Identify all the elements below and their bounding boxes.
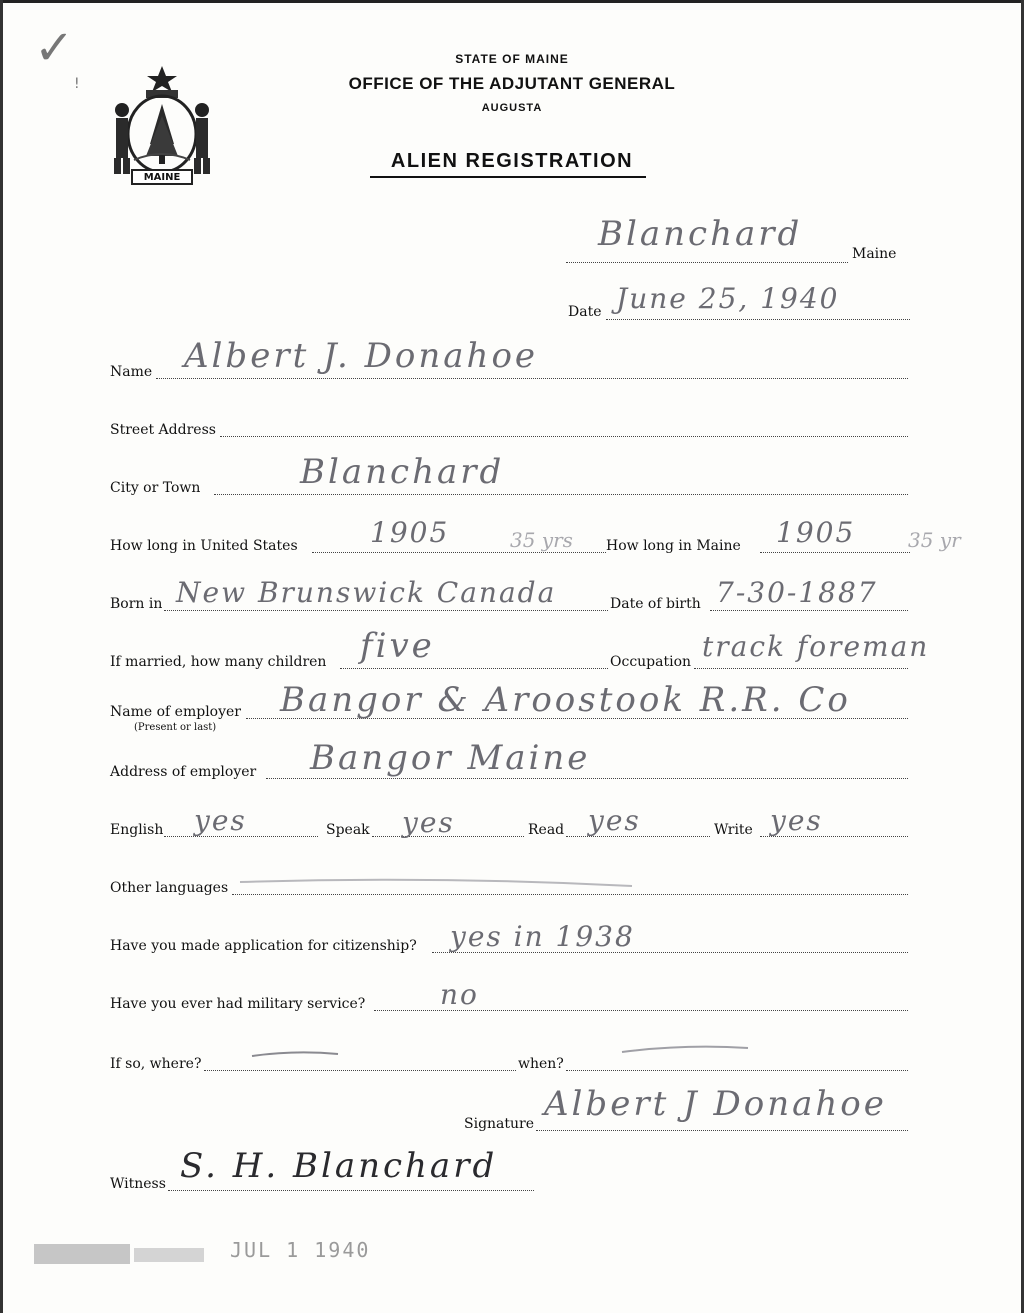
english-label: English	[110, 822, 164, 838]
title-underline	[370, 176, 646, 178]
us-duration-note: 35 yrs	[510, 528, 573, 552]
military-label: Have you ever had military service?	[110, 996, 366, 1012]
when-field-line	[566, 1070, 908, 1071]
signature-field-value: Albert J Donahoe	[544, 1084, 887, 1124]
birthplace-field-value: New Brunswick Canada	[176, 576, 557, 609]
maine-duration-note: 35 yr	[908, 528, 961, 552]
town-field-line	[566, 262, 848, 263]
employer-label: Name of employer	[110, 704, 241, 720]
employer-address-field-value: Bangor Maine	[310, 738, 591, 778]
read-label: Read	[528, 822, 565, 838]
signature-field-line	[536, 1130, 908, 1131]
employer-address-label: Address of employer	[110, 764, 257, 780]
city-label: City or Town	[110, 480, 201, 496]
children-label: If married, how many children	[110, 654, 327, 670]
witness-label: Witness	[110, 1176, 166, 1192]
maine-duration-field-value: 1905	[776, 516, 856, 549]
tick-mark-icon: !	[74, 76, 80, 92]
check-mark-icon: ✓	[34, 20, 75, 76]
speak-label: Speak	[326, 822, 370, 838]
witness-field-value: S. H. Blanchard	[180, 1146, 498, 1186]
birthplace-field-line	[164, 610, 608, 611]
employer-field-value: Bangor & Aroostook R.R. Co	[280, 680, 851, 720]
date-of-birth-label: Date of birth	[610, 596, 701, 612]
speak-field-value: yes	[402, 806, 455, 839]
when-label: when?	[518, 1056, 564, 1072]
other-languages-field-line	[232, 894, 908, 895]
date-of-birth-field-line	[710, 610, 908, 611]
seal-banner-text: MAINE	[143, 172, 181, 183]
write-field-value: yes	[770, 804, 823, 837]
received-stamp-date: JUL 1 1940	[230, 1238, 371, 1262]
other-languages-label: Other languages	[110, 880, 229, 896]
date-field-value: June 25, 1940	[616, 282, 840, 315]
where-field-line	[204, 1070, 516, 1071]
date-of-birth-field-value: 7-30-1887	[716, 576, 878, 609]
us-duration-label: How long in United States	[110, 538, 298, 554]
date-label: Date	[568, 304, 602, 320]
street-address-field-line	[220, 436, 908, 437]
children-field-value: five	[360, 626, 435, 666]
occupation-field-value: track foreman	[702, 630, 930, 663]
city-field-value: Blanchard	[300, 452, 505, 492]
header-state: STATE OF MAINE	[455, 52, 569, 66]
street-address-label: Street Address	[110, 422, 216, 438]
maine-duration-label: How long in Maine	[606, 538, 741, 554]
when-dash-stroke	[620, 1040, 750, 1060]
where-dash-stroke	[250, 1044, 340, 1064]
signature-label: Signature	[464, 1116, 535, 1132]
maine-duration-field-line	[760, 552, 910, 553]
english-field-value: yes	[194, 804, 247, 837]
witness-field-line	[168, 1190, 534, 1191]
employer-address-field-line	[266, 778, 908, 779]
scan-border-top	[0, 0, 1024, 3]
citizenship-label: Have you made application for citizenship?	[110, 938, 417, 954]
employer-sublabel: (Present or last)	[134, 722, 217, 733]
scan-border-left	[0, 0, 3, 1313]
other-languages-dash-stroke	[236, 872, 636, 892]
where-label: If so, where?	[110, 1056, 202, 1072]
write-label: Write	[714, 822, 753, 838]
form-title: ALIEN REGISTRATION	[390, 150, 634, 172]
us-duration-field-line	[312, 552, 606, 553]
read-field-value: yes	[588, 804, 641, 837]
town-suffix-label: Maine	[852, 246, 897, 262]
received-stamp-smudge	[34, 1240, 224, 1268]
us-duration-field-value: 1905	[370, 516, 450, 549]
name-field-value: Albert J. Donahoe	[184, 336, 539, 376]
children-field-line	[340, 668, 608, 669]
citizenship-field-value: yes in 1938	[450, 920, 635, 953]
date-field-line	[606, 319, 910, 320]
military-field-value: no	[440, 978, 479, 1011]
name-field-line	[156, 378, 908, 379]
name-label: Name	[110, 364, 153, 380]
city-field-line	[214, 494, 908, 495]
town-field-value: Blanchard	[598, 214, 803, 254]
birthplace-label: Born in	[110, 596, 163, 612]
header-city: AUGUSTA	[481, 102, 543, 114]
header-office: OFFICE OF THE ADJUTANT GENERAL	[348, 74, 676, 93]
occupation-field-line	[694, 668, 908, 669]
occupation-label: Occupation	[610, 654, 692, 670]
